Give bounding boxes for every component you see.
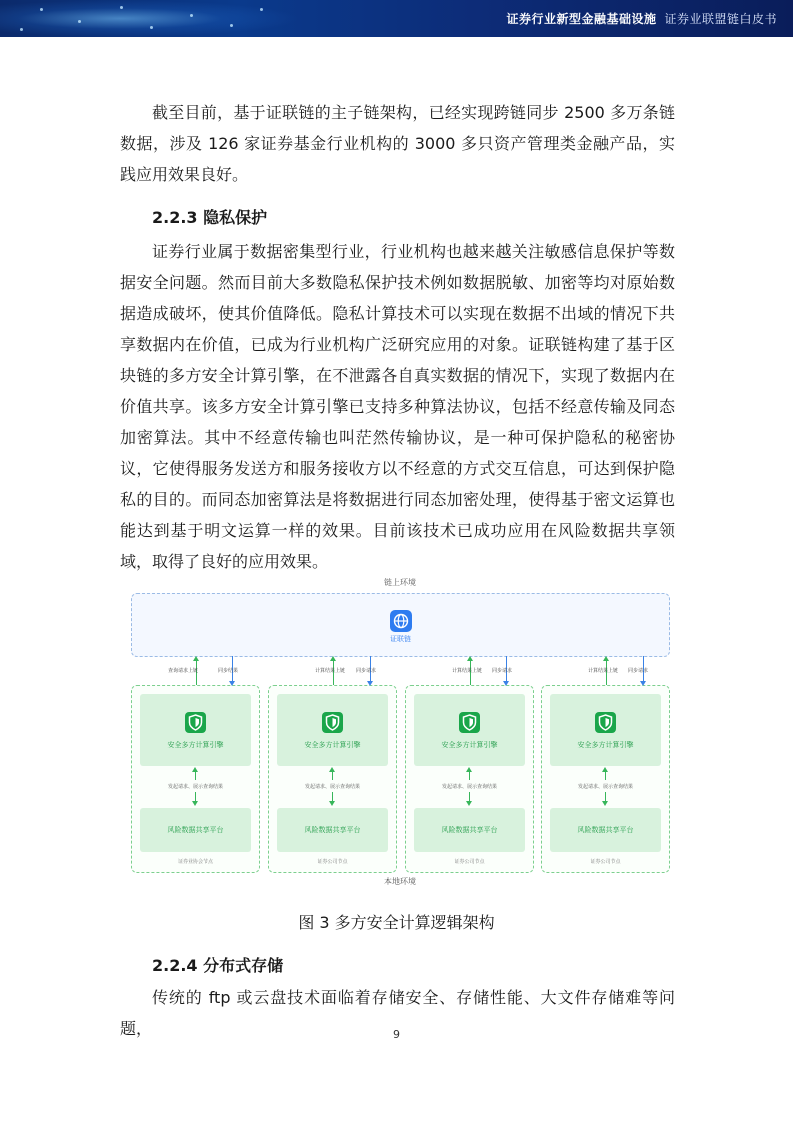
- page-header: [0, 0, 793, 37]
- arrow-down: [466, 801, 472, 806]
- header-main-title: 证券行业新型金融基础设施: [506, 12, 657, 26]
- upload-label: 计算结果上链: [315, 668, 346, 674]
- request-label: 发起请求、展示查询结果: [167, 784, 223, 790]
- node-label: 证券业协会节点: [177, 859, 213, 865]
- column-securities-1: [268, 685, 397, 873]
- upload-arrow: [603, 656, 609, 661]
- header-subtitle: 证券业联盟链白皮书: [664, 12, 777, 26]
- request-label: 发起请求、展示查询结果: [577, 784, 633, 790]
- node-label: 证券公司节点: [454, 859, 485, 865]
- risk-platform-label: 风险数据共享平台: [577, 826, 634, 834]
- sync-arrow: [640, 681, 646, 686]
- risk-platform-box: [414, 808, 525, 852]
- sync-label: 同步请求: [492, 668, 513, 674]
- mpc-engine-box: [277, 694, 388, 766]
- header-title: [506, 10, 777, 27]
- upload-arrow: [467, 656, 473, 661]
- risk-platform-label: 风险数据共享平台: [441, 826, 498, 834]
- column-securities-3: [541, 685, 670, 873]
- arrow-up: [192, 767, 198, 772]
- arrow-up: [602, 767, 608, 772]
- risk-platform-box: [277, 808, 388, 852]
- node-label: 证券公司节点: [590, 859, 621, 865]
- risk-platform-box: [140, 808, 251, 852]
- risk-platform-box: [550, 808, 661, 852]
- shield-icon: [595, 712, 616, 733]
- chain-box: [131, 593, 670, 657]
- paragraph-2-text: 证券行业属于数据密集型行业，行业机构也越来越关注敏感信息保护等数据安全问题。然而目前大多数隐私保护技术例如数据脱敏、加密等均对原始数据造成破坏，使其价值降低。隐私计算技术可以实现在数据不出域的情况下共享数据内在价值，已成为行业机构广泛研究应用的对象。证联链构建了基于区块链的多方安全计算引擎，在不泄露各自真实数据的情况下，实现了数据内在价值共享。该多方安全计算引擎已支持多种算法协议，包括不经意传输及同态加密算法。其中不经意传输也叫茫然传输协议，是一种可保护隐私的秘密协议，它使得服务发送方和服务接收方以不经意的方式交互信息，可达到保护隐私的目的。而同态加密算法是将数据进行同态加密处理，使得基于密文运算也能达到基于明文运算一样的效果。目前该技术已成功应用在风险数据共享领域，取得了良好的应用效果。: [120, 242, 675, 571]
- header-glow: [0, 0, 300, 37]
- figure-caption: 图 3 多方安全计算逻辑架构: [298, 913, 495, 932]
- figure-mpc-architecture: [128, 575, 672, 888]
- arrow-down: [192, 801, 198, 806]
- arrow-down: [602, 801, 608, 806]
- request-label: 发起请求、展示查询结果: [441, 784, 497, 790]
- arrow-down: [329, 801, 335, 806]
- upload-label: 计算结果上链: [588, 668, 619, 674]
- sync-label: 同步请求: [356, 668, 377, 674]
- arrow-up: [329, 767, 335, 772]
- mpc-engine-label: 安全多方计算引擎: [441, 741, 498, 749]
- paragraph-2: [120, 236, 675, 577]
- column-association: [131, 685, 260, 873]
- arrow-up: [466, 767, 472, 772]
- mpc-engine-label: 安全多方计算引擎: [577, 741, 634, 749]
- mpc-engine-label: 安全多方计算引擎: [304, 741, 361, 749]
- paragraph-1-text: 截至目前，基于证联链的主子链架构，已经实现跨链同步 2500 多万条链数据，涉及 126 家证券基金行业机构的 3000 多只资产管理类金融产品，实践应用效果良好。: [120, 103, 675, 184]
- risk-platform-label: 风险数据共享平台: [304, 826, 361, 834]
- sync-label: 同步结果: [218, 668, 239, 674]
- page-number: 9: [393, 1028, 400, 1041]
- paragraph-1: [120, 97, 675, 190]
- mpc-engine-box: [140, 694, 251, 766]
- request-label: 发起请求、展示查询结果: [304, 784, 360, 790]
- upload-label: 计算结果上链: [452, 668, 483, 674]
- upload-arrow: [330, 656, 336, 661]
- shield-icon: [185, 712, 206, 733]
- heading-2-2-4: 2.2.4 分布式存储: [152, 956, 284, 975]
- sync-arrow: [229, 681, 235, 686]
- sync-label: 同步请求: [628, 668, 649, 674]
- chain-globe-icon: [390, 610, 412, 632]
- mpc-engine-box: [550, 694, 661, 766]
- upload-arrow: [193, 656, 199, 661]
- local-env-label: 本地环境: [384, 877, 416, 886]
- on-chain-env-label: 链上环境: [384, 578, 416, 587]
- paragraph-3-text: 传统的 ftp 或云盘技术面临着存储安全、存储性能、大文件存储难等问题，: [120, 988, 675, 1038]
- heading-2-2-3: 2.2.3 隐私保护: [152, 208, 268, 227]
- upload-label: 查询请求上链: [168, 668, 199, 674]
- risk-platform-label: 风险数据共享平台: [167, 826, 224, 834]
- shield-icon: [322, 712, 343, 733]
- node-label: 证券公司节点: [317, 859, 348, 865]
- mpc-engine-box: [414, 694, 525, 766]
- mpc-engine-label: 安全多方计算引擎: [167, 741, 224, 749]
- shield-icon: [459, 712, 480, 733]
- column-securities-2: [405, 685, 534, 873]
- sync-arrow: [367, 681, 373, 686]
- chain-name-label: 证联链: [390, 635, 411, 643]
- sync-arrow: [503, 681, 509, 686]
